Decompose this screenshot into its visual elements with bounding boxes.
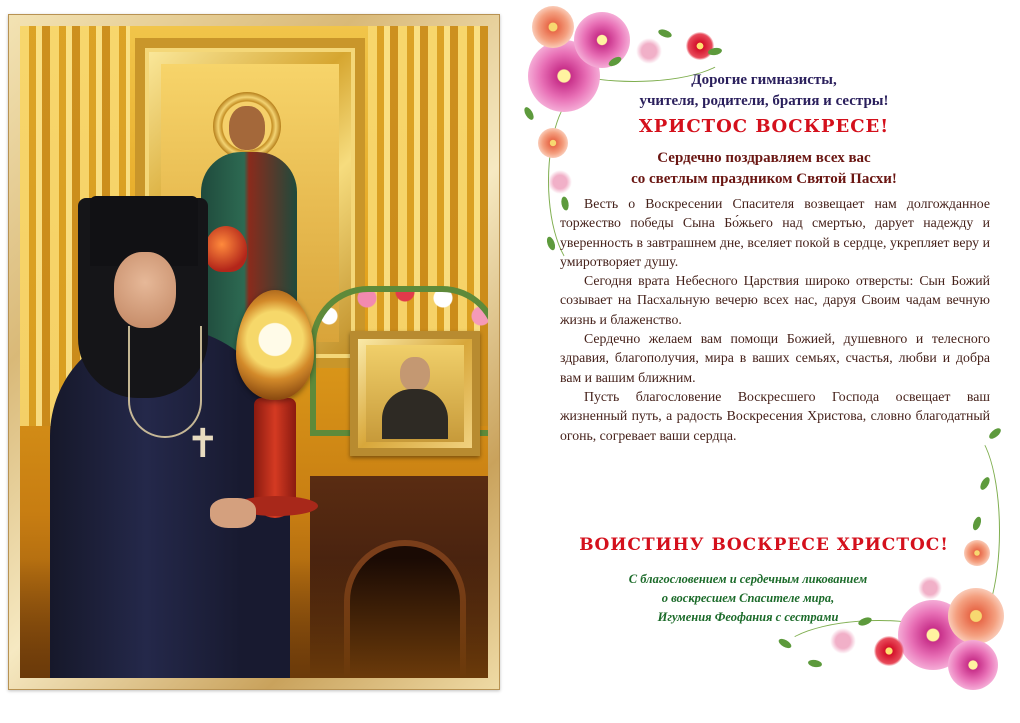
saint-icon xyxy=(350,331,480,456)
signature: С благословением и сердечным ликованием о воскресшем Спасителе мира, Игумения Феофания с сестрами xyxy=(628,572,868,624)
paragraph: Сердечно желаем вам помощи Божией, душевного и телесного здравия, благополучия, мира в ваших семьях, счастья, любви и добра вам и вашим ближним. xyxy=(560,331,990,385)
flower-bud-icon xyxy=(636,38,662,64)
message-body xyxy=(560,194,990,445)
paragraph: Пусть благословение Воскресшего Господа освещает ваш жизненный путь, а радость Воскресения Христова, словно благодатный огонь, согревает ваши сердца. xyxy=(560,388,990,443)
headline-truly-risen: ВОИСТИНУ ВОСКРЕСЕ ХРИСТОС! xyxy=(579,535,949,555)
congratulations-heading: Сердечно поздравляем всех вас со светлым праздником Святой Пасхи! xyxy=(631,150,897,187)
flower-icon xyxy=(532,6,574,48)
flower-icon xyxy=(948,588,1004,644)
flower-bud-icon xyxy=(830,628,856,654)
paragraph: Сегодня врата Небесного Царствия широко отверсты: Сын Божий созывает на Пасхальную вечерю всех нас, даруя Своим чадам вечную жизнь и блаженство. xyxy=(560,273,990,327)
flower-icon xyxy=(948,640,998,690)
pectoral-cross-icon: ✝ xyxy=(186,421,220,466)
flower-icon xyxy=(686,32,714,60)
flower-icon xyxy=(874,636,904,666)
paragraph: Весть о Воскресении Спасителя возвещает нам долгожданное торжество победы Сына Бо́жьего над смертью, дарует надежду и уверенность в завтрашнем дне, вселяет покой в сердце, укрепляет веру и умиротворяет душу. xyxy=(560,196,990,269)
headline-christ-is-risen: ХРИСТОС ВОСКРЕСЕ! xyxy=(638,116,890,137)
abbess-photo xyxy=(20,26,488,678)
greeting-address: Дорогие гимназисты, учителя, родители, братия и сестры! xyxy=(639,72,889,109)
icon-lamp xyxy=(205,226,247,272)
photo-frame xyxy=(8,14,500,690)
greeting-panel xyxy=(508,0,1020,723)
